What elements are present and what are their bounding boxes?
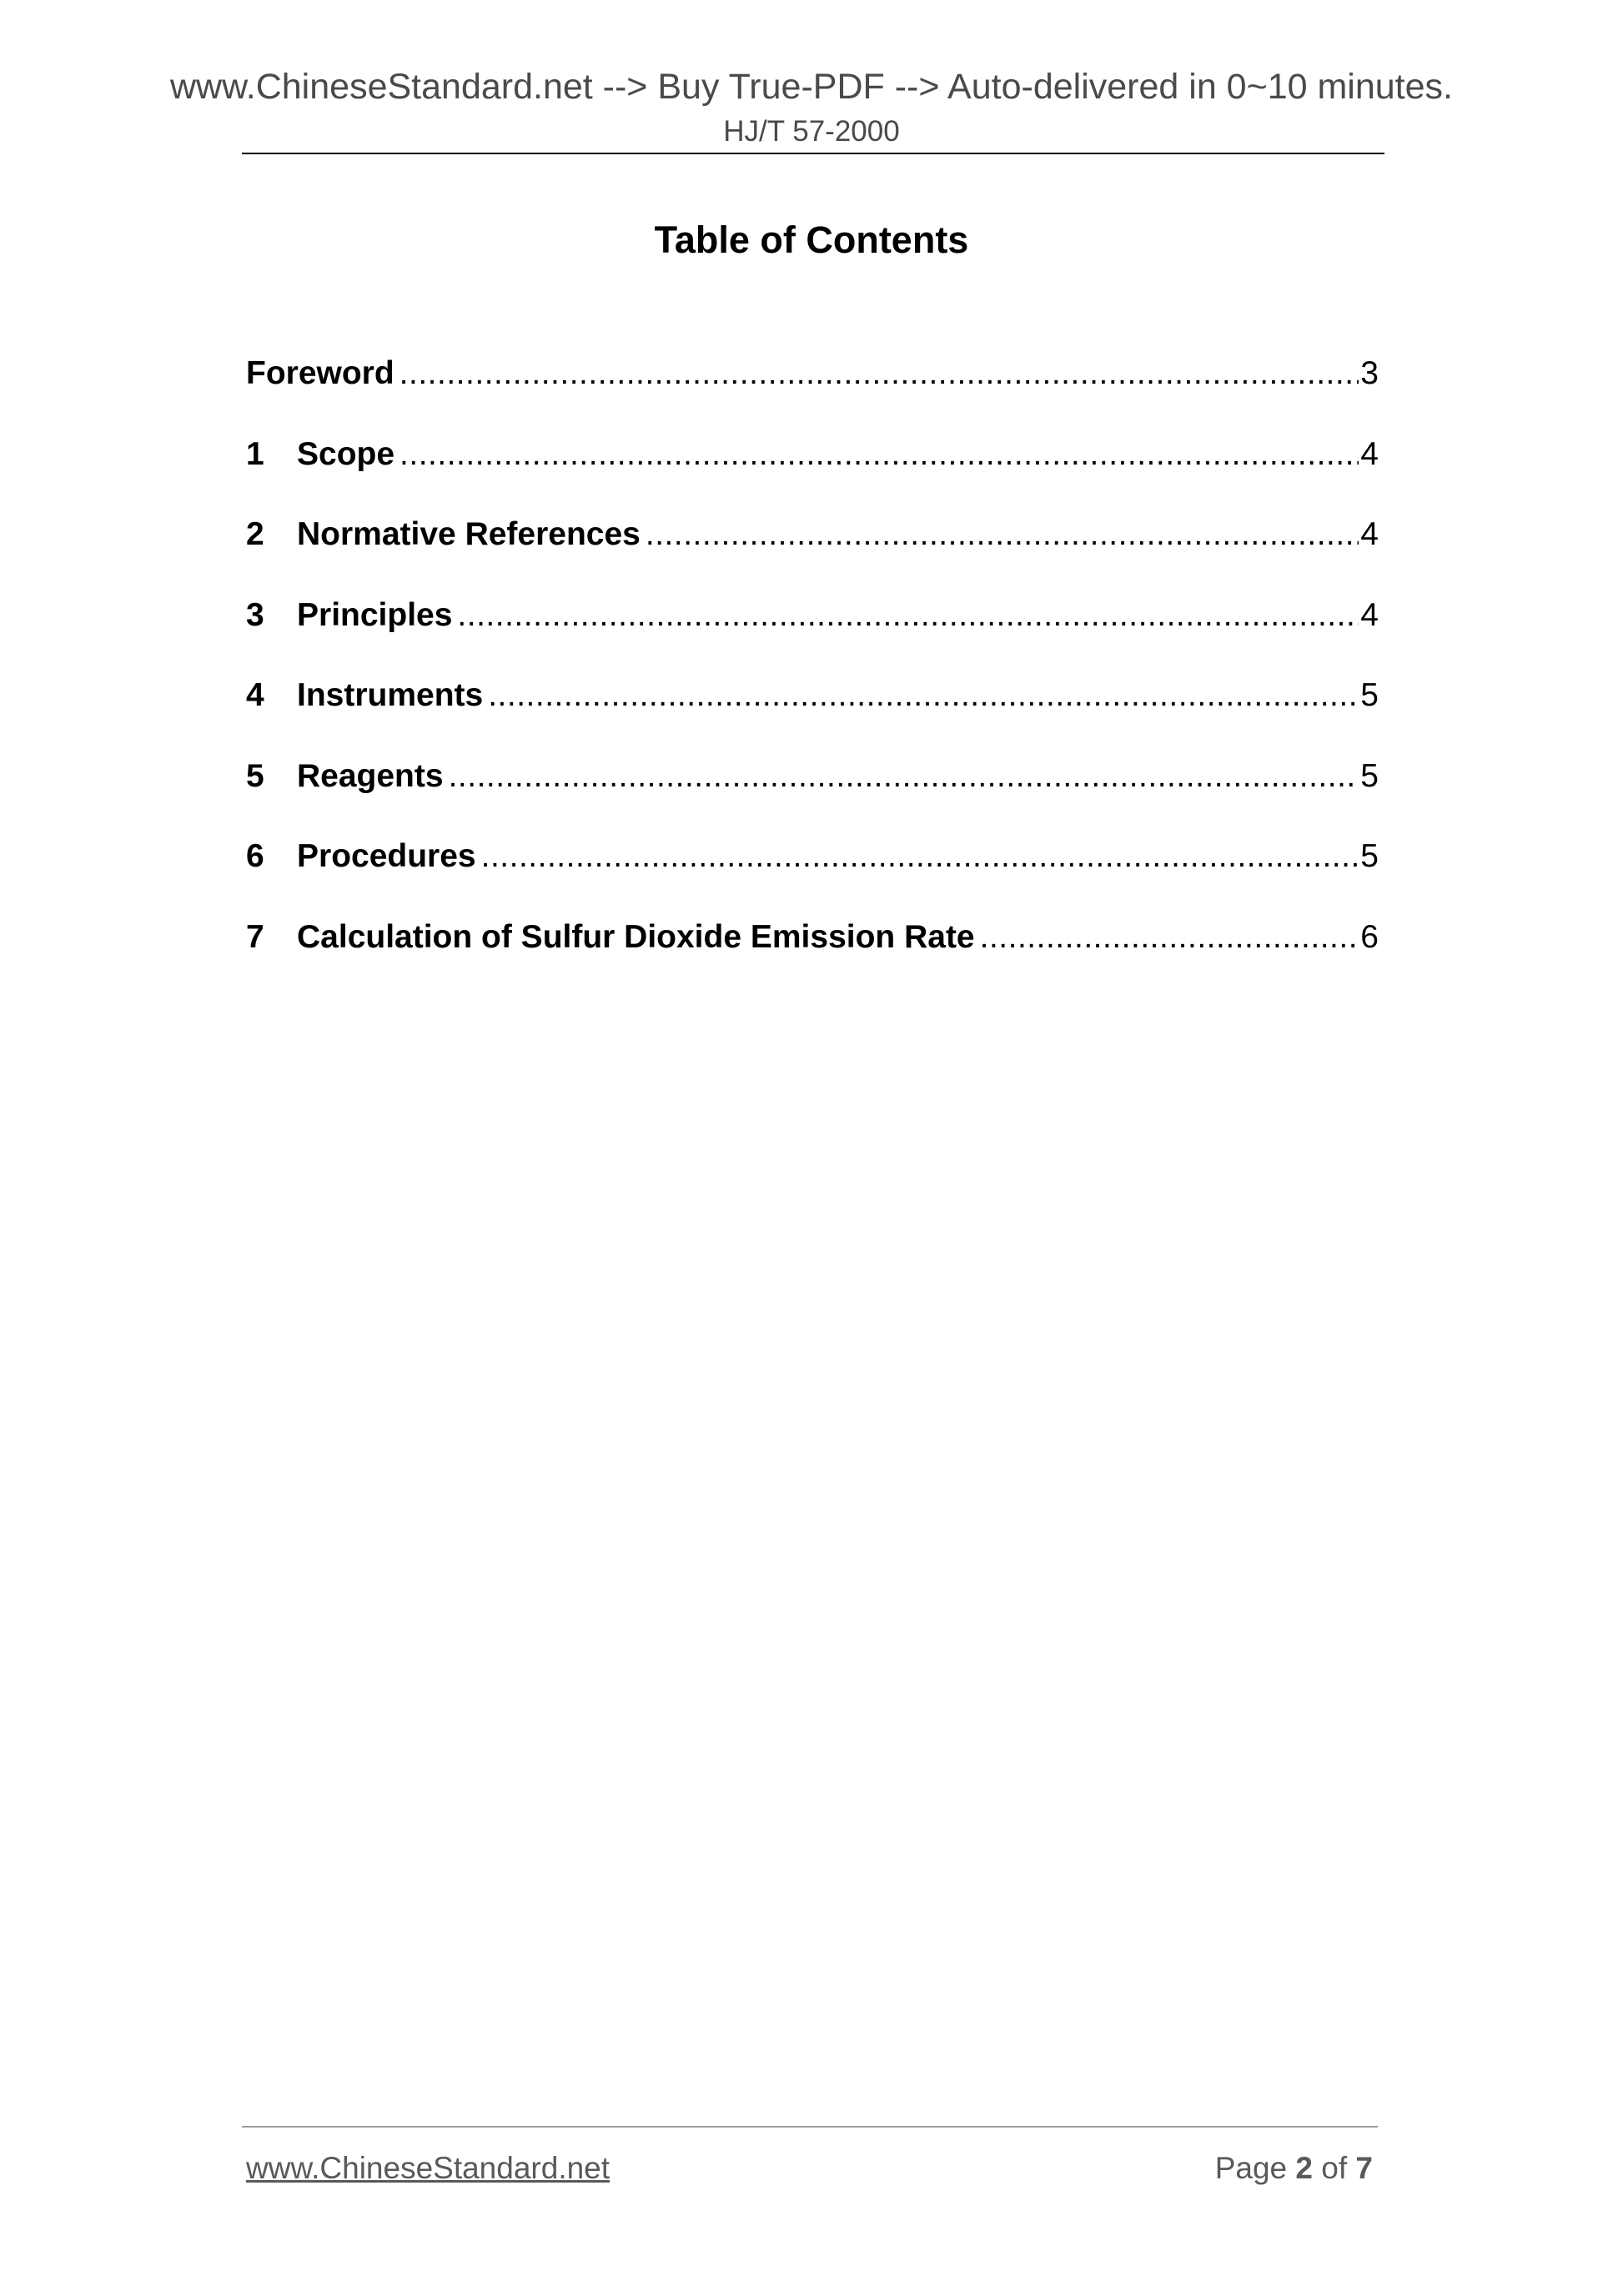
toc-dot-leader — [457, 592, 1359, 639]
footer-divider — [242, 2126, 1378, 2128]
toc-entry-calculation[interactable] — [246, 914, 1379, 995]
toc-entry-label: Normative References — [297, 516, 641, 552]
toc-entry-label: Scope — [297, 435, 395, 472]
total-pages: 7 — [1355, 2151, 1373, 2185]
page-of: of — [1321, 2151, 1348, 2185]
toc-entry-number: 6 — [246, 838, 264, 874]
page-number — [1215, 2149, 1373, 2188]
header-banner: www.ChineseStandard.net --> Buy True-PDF --> Auto-delivered in 0~10 minutes. — [169, 67, 1453, 107]
toc-entry-number: 1 — [246, 435, 264, 472]
toc-entry-number: 2 — [246, 516, 264, 552]
current-page: 2 — [1295, 2151, 1313, 2185]
toc-entry-normative-references[interactable] — [246, 511, 1379, 592]
toc-entry-page: 4 — [1360, 435, 1379, 472]
toc-entry-label: Instruments — [297, 677, 484, 713]
toc-entry-number: 3 — [246, 596, 264, 633]
toc-entry-label: Calculation of Sulfur Dioxide Emission Rate — [297, 918, 975, 955]
toc-entry-page: 4 — [1360, 516, 1379, 552]
toc-entry-number: 7 — [246, 918, 264, 955]
toc-entry-label: Principles — [297, 596, 453, 633]
toc-entry-label: Procedures — [297, 838, 476, 874]
toc-entry-page: 3 — [1360, 355, 1379, 391]
toc-entry-number: 4 — [246, 677, 264, 713]
table-of-contents — [246, 350, 1379, 994]
toc-dot-leader — [399, 350, 1359, 397]
toc-entry-procedures[interactable] — [246, 833, 1379, 914]
toc-entry-label: Reagents — [297, 757, 444, 794]
toc-entry-instruments[interactable] — [246, 672, 1379, 753]
toc-entry-number: 5 — [246, 757, 264, 794]
toc-dot-leader — [481, 833, 1359, 880]
toc-entry-reagents[interactable] — [246, 753, 1379, 834]
toc-entry-page: 6 — [1360, 918, 1379, 955]
header-divider — [242, 153, 1384, 154]
toc-dot-leader — [449, 753, 1359, 800]
toc-entry-page: 4 — [1360, 596, 1379, 633]
toc-dot-leader — [488, 672, 1359, 719]
toc-dot-leader — [980, 914, 1359, 961]
page-title: Table of Contents — [654, 219, 969, 261]
toc-entry-scope[interactable] — [246, 431, 1379, 512]
toc-entry-page: 5 — [1360, 757, 1379, 794]
toc-entry-label: Foreword — [246, 355, 394, 391]
toc-entry-page: 5 — [1360, 838, 1379, 874]
toc-dot-leader — [399, 431, 1359, 478]
toc-entry-principles[interactable] — [246, 592, 1379, 673]
toc-entry-foreword[interactable] — [246, 350, 1379, 431]
toc-dot-leader — [646, 511, 1359, 558]
document-code: HJ/T 57-2000 — [723, 115, 900, 148]
toc-entry-page: 5 — [1360, 677, 1379, 713]
footer-site-link[interactable]: www.ChineseStandard.net — [246, 2151, 611, 2185]
page-prefix: Page — [1214, 2151, 1288, 2185]
